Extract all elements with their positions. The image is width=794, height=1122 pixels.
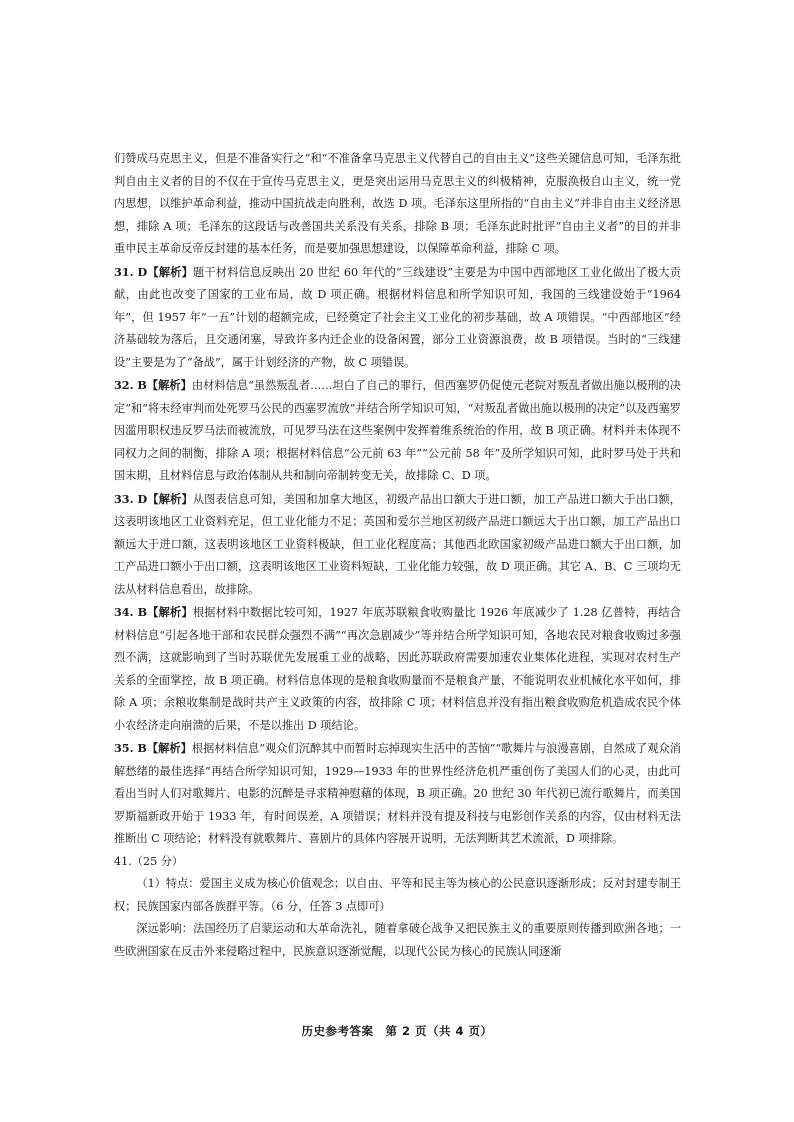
answer-33-tag: 33. D【解析】 xyxy=(114,491,193,506)
answer-35 xyxy=(114,737,681,851)
answer-32 xyxy=(114,374,681,488)
answer-32-text: 由材料信息“虽然叛乱者……坦白了自己的罪行，但西塞罗仍促使元老院对叛乱者做出施以极刑的决定”和“将未经审判而处死罗马公民的西塞罗流放”并结合所学知识可知，“对叛乱者做出施以极刑的决定”以及西塞罗因滥用职权违反罗马法而被流放，可见罗马法在这些案例中发挥着维系统治的作用，故 B 项正确。材料并未体现不同权力之间的制衡，排除 A 项；根据材料信息“公元前 63 年”“公元前 58 年”及所学知识可知，此时罗马处于共和国末期，且材料信息与政治体制从共和制向帝制转变无关，故排除 C、D 项。 xyxy=(114,379,681,482)
answer-41-part1: （1）特点：爱国主义成为核心价值观念；以自由、平等和民主等为核心的公民意识逐渐形成；反对封建专制王权；民族国家内部各族群平等。（6 分，任答 3 点即可） xyxy=(114,877,681,913)
answer-32-tag: 32. B【解析】 xyxy=(114,378,192,392)
answer-34 xyxy=(114,601,681,737)
answer-34-tag: 34. B【解析】 xyxy=(114,605,193,619)
answer-35-text: 根据材料信息“观众们沉醉其中而暂时忘掉现实生活中的苦恼”“歌舞片与浪漫喜剧，自然成了观众消解愁绪的最佳选择”再结合所学知识可知，1929—1933 年的世界性经济危机严重创伤了美国人们的心灵，由此可看出当时人们对歌舞片、电影的沉醉是寻求精神慰藉的体现，B 项正确。20 世纪 30 年代初已流行歌舞片，而美国罗斯福新政开始于 1933 年，有时间误差，A 项错误；材料并没有提及科技与电影创作关系的内容，仅由材料无法推断出 C 项结论；材料没有就歌舞片、喜剧片的具体内容展开说明，无法判断其艺术流派，D 项排除。 xyxy=(114,742,681,845)
answer-41-part2: 深远影响：法国经历了启蒙运动和大革命洗礼，随着拿破仑战争又把民族主义的重要原则传播到欧洲各地；一些欧洲国家在反击外来侵略过程中，民族意识逐渐觉醒，以现代公民为核心的民族认同逐渐 xyxy=(114,922,681,958)
answer-body xyxy=(114,148,681,963)
page-footer: 历史参考答案 第 2 页（共 4 页） xyxy=(301,1024,493,1038)
answer-30-continuation: 们赞成马克思主义，但是不准备实行之”和“不准备拿马克思主义代替自己的自由主义”这些关键信息可知，毛泽东批判自由主义者的目的不仅在于宣传马克思主义，更是突出运用马克思主义的纠极精神，克服涣极自山主义，统一党内思想，以维护革命利益，推动中国抗战走向胜利，故选 D 项。毛泽东这里所指的“自由主义”并非自由主义经济思想，排除 A 项；毛泽东的这段话与改善国共关系没有关系，排除 B 项；毛泽东此时批评“自由主义者”的目的并非重申民主革命反帝反封建的基本任务，而是要加强思想建设，以保障革命利益，排除 C 项。 xyxy=(114,152,681,255)
answer-33 xyxy=(114,488,681,602)
answer-41-header: 41.（25 分） xyxy=(114,854,184,868)
answer-31-tag: 31. D【解析】 xyxy=(114,264,194,279)
answer-31 xyxy=(114,261,681,375)
answer-31-text: 题干材料信息反映出 20 世纪 60 年代的“三线建设”主要是为中国中西部地区工业化做出了极大贡献，由此也改变了国家的工业布局，故 D 项正确。根据材料信息和所学知识可知，我国的三线建设始于“1964 年”，但 1957 年“一五”计划的超额完成，已经奠定了社会主义工业化的初步基础，故 A 项错误。“中西部地区”经济基础较为落后，且交通闭塞，导致许多内迁企业的设备闲置，部分工业资源浪费，故 B 项错误。当时的“三线建设”主要是为了“备战”，属于计划经济的产物，故 C 项错误。 xyxy=(114,265,682,369)
answer-35-tag: 35. B【解析】 xyxy=(114,741,192,755)
answer-33-text: 从图表信息可知，美国和加拿大地区，初级产品出口额大于进口额，加工产品进口额大于出口额，这表明该地区工业资料充足，但工业化能力不足；英国和爱尔兰地区初级产品进口额远大于出口额，加工产品出口额远大于进口额，这表明该地区工业资料极缺，但工业化程度高；其他西北欧国家初级产品进口额大于出口额，加工产品进口额小于出口额，这表明该地区工业资料短缺，工业化能力较强，故 D 项正确。其它 A、B、C 三项均无法从材料信息看出，故排除。 xyxy=(114,492,681,596)
answer-34-text: 根据材料中数据比较可知，1927 年底苏联粮食收购量比 1926 年底减少了 1.28 亿普特，再结合材料信息“引起各地干部和农民群众强烈不满”“再次急剧减少”等并结合所学知识可知，各地农民对粮食收购过多强烈不满，这就影响到了当时苏联优先发展重工业的战略，因此苏联政府需要加速农业集体化进程，实现对农村生产关系的全面掌控，故 B 项正确。材料信息体现的是粮食收购量而不是粮食产量，不能说明农业机械化水平如何，排除 A 项；余粮收集制是战时共产主义政策的内容，故排除 C 项；材料信息并没有指出粮食收购危机造成农民个体小农经济走向崩溃的后果，不是以推出 D 项结论。 xyxy=(114,606,681,732)
